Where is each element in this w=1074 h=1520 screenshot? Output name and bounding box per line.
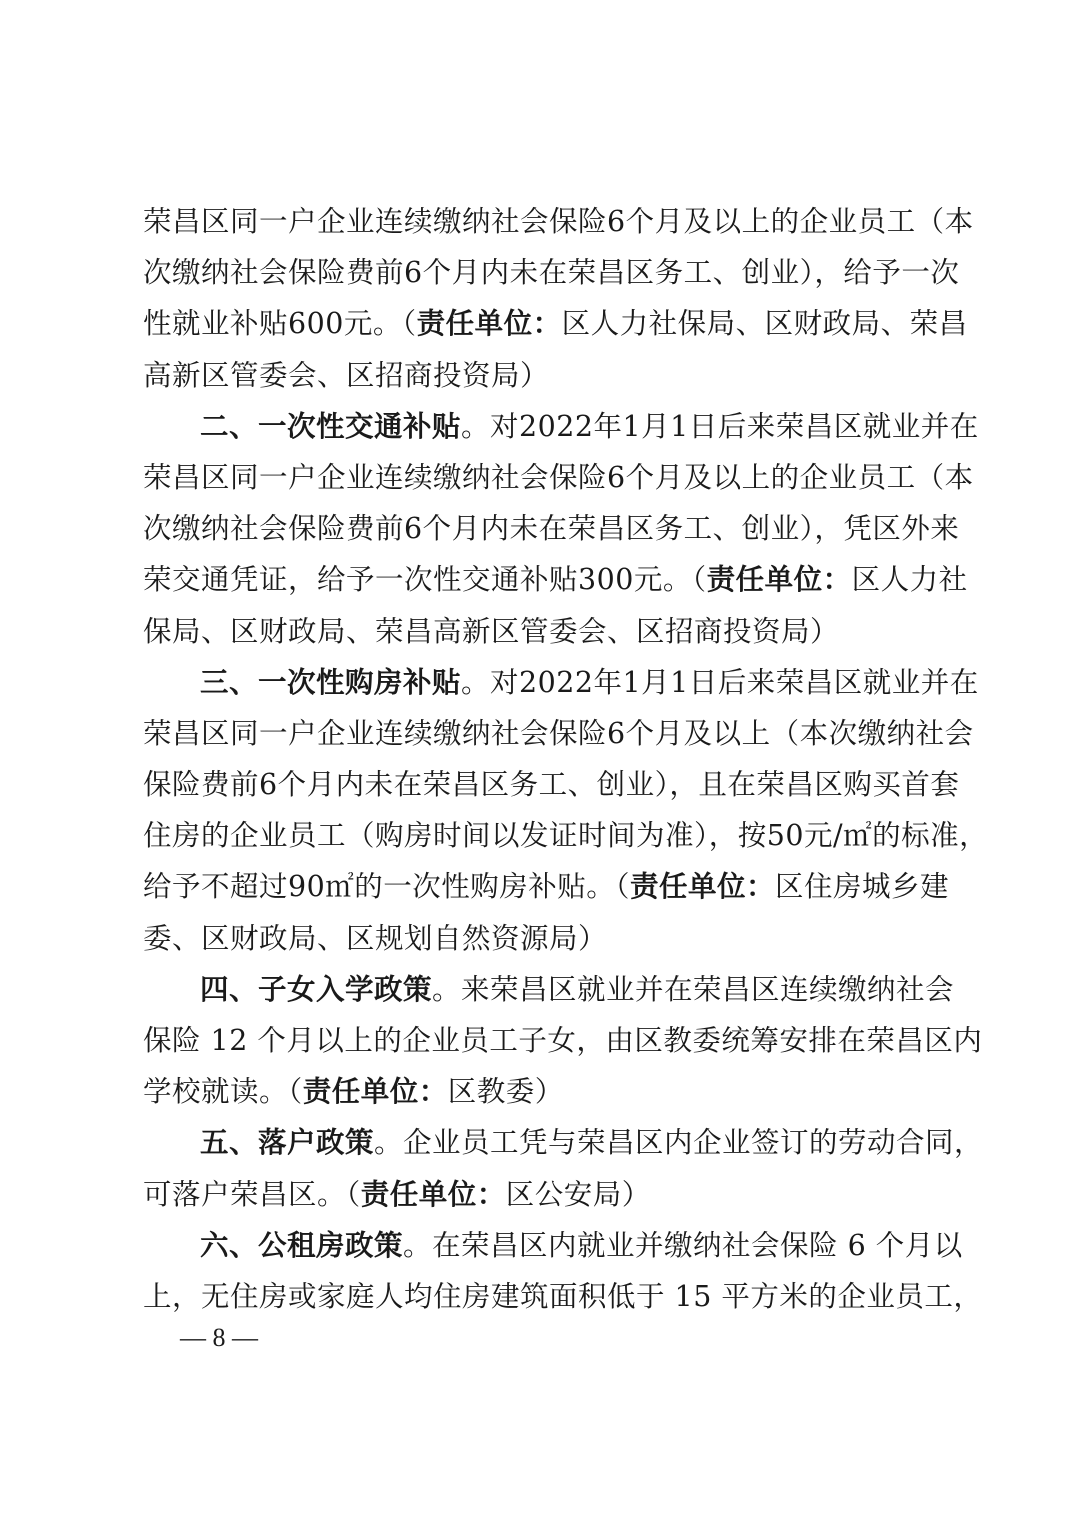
- text-line: 保险费前6个月内未在荣昌区务工、创业），且在荣昌区购买首套: [143, 768, 960, 802]
- paragraph-household-registration: [143, 1117, 984, 1219]
- text-line: 保险 12 个月以上的企业员工子女，由区教委统筹安排在荣昌区内: [143, 1024, 983, 1057]
- page-number: — 8 —: [180, 1323, 258, 1352]
- text-line: [143, 554, 968, 605]
- text-run: 。来荣昌区就业并在荣昌区连续缴纳社会: [432, 972, 955, 1006]
- text-run: 。对2022年1月1日后来荣昌区就业并在: [461, 409, 979, 443]
- text-line: 荣昌区同一户企业连续缴纳社会保险6个月及以上（本次缴纳社会: [143, 716, 974, 750]
- responsible-unit-label: 责任单位：: [360, 1177, 506, 1211]
- section-heading: 四、子女入学政策: [200, 972, 433, 1006]
- text-line: 住房的企业员工（购房时间以发证时间为准），按50元/㎡的标准，: [143, 819, 989, 853]
- text-run: 区人力社保局、区财政局、荣昌: [561, 307, 968, 341]
- text-run: 。企业员工凭与荣昌区内企业签订的劳动合同，: [374, 1126, 984, 1160]
- text-run: 区公安局）: [505, 1177, 651, 1211]
- responsible-unit-label: 责任单位：: [302, 1075, 448, 1109]
- text-line: [143, 1066, 943, 1117]
- text-run: 可落户荣昌区。（: [143, 1177, 361, 1211]
- text-line: [143, 401, 979, 452]
- paragraph-housing-subsidy: [143, 657, 989, 964]
- section-heading: 五、落户政策: [200, 1126, 375, 1160]
- paragraph-employment-subsidy: [143, 196, 974, 401]
- text-line: [143, 1220, 963, 1271]
- text-run: 荣交通凭证，给予一次性交通补贴300元。（: [143, 563, 707, 597]
- section-heading: 二、一次性交通补贴: [200, 409, 462, 443]
- text-line: [143, 1117, 984, 1168]
- text-line: 保局、区财政局、荣昌高新区管委会、区招商投资局）: [143, 614, 840, 648]
- text-line: 上，无住房或家庭人均住房建筑面积低于 15 平方米的企业员工，: [143, 1279, 983, 1313]
- text-line: [143, 964, 955, 1015]
- document-body: [143, 196, 989, 1322]
- text-line: 荣昌区同一户企业连续缴纳社会保险6个月及以上的企业员工（本: [143, 460, 974, 494]
- text-run: 。对2022年1月1日后来荣昌区就业并在: [461, 665, 979, 699]
- paragraph-public-rental-housing: [143, 1220, 983, 1322]
- text-line: 委、区财政局、区规划自然资源局）: [143, 921, 608, 955]
- text-run: 区教委）: [447, 1075, 564, 1109]
- text-run: 区人力社: [851, 563, 968, 597]
- text-run: 学校就读。（: [143, 1075, 303, 1109]
- text-run: 性就业补贴600元。（: [143, 307, 417, 341]
- paragraph-transport-subsidy: [143, 401, 979, 657]
- text-line: [143, 657, 979, 708]
- responsible-unit-label: 责任单位：: [630, 870, 776, 904]
- text-line: [143, 1169, 943, 1220]
- text-line: 次缴纳社会保险费前6个月内未在荣昌区务工、创业），给予一次: [143, 256, 960, 290]
- paragraph-school-enrollment: [143, 964, 983, 1118]
- text-run: 区住房城乡建: [775, 870, 950, 904]
- text-line: 高新区管委会、区招商投资局）: [143, 358, 550, 392]
- responsible-unit-label: 责任单位：: [416, 307, 562, 341]
- text-line: [143, 298, 968, 349]
- section-heading: 六、公租房政策: [200, 1228, 404, 1262]
- text-run: 。在荣昌区内就业并缴纳社会保险 6 个月以: [403, 1228, 963, 1262]
- text-line: [143, 861, 950, 912]
- text-line: 次缴纳社会保险费前6个月内未在荣昌区务工、创业），凭区外来: [143, 512, 960, 546]
- responsible-unit-label: 责任单位：: [706, 563, 852, 597]
- section-heading: 三、一次性购房补贴: [200, 665, 462, 699]
- text-line: 荣昌区同一户企业连续缴纳社会保险6个月及以上的企业员工（本: [143, 205, 974, 238]
- text-run: 给予不超过90㎡的一次性购房补贴。（: [143, 870, 631, 904]
